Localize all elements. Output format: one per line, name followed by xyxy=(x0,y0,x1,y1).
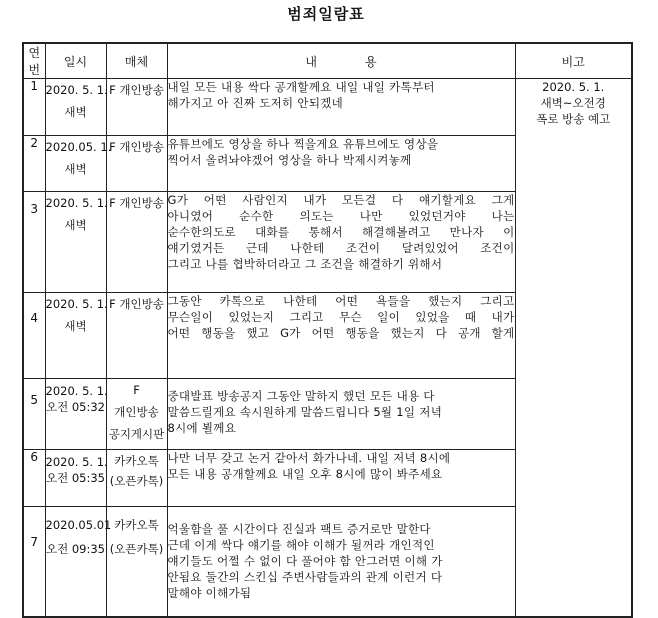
row-media: F 개인방송 xyxy=(106,79,167,136)
row-content: 나만 너무 갖고 논거 같아서 화가나네. 내일 저녁 8시에 모든 내용 공개할께요 내일 오후 8시에 많이 봐주세요 xyxy=(167,450,515,507)
row-content: 그동안 카톡으로 나한테 어떤 욕들을 했는지 그리고 무슨일이 있었는지 그리고 무슨 일이 있었을 때 내가 어떤 행동을 했고 G가 어떤 행동을 했는지 다 공개 할게 xyxy=(167,293,515,379)
header-content-part2: 용 xyxy=(365,54,377,69)
row-content: 내일 모든 내용 싹다 공개할께요 내일 내일 카톡부터 해가지고 아 진짜 도저히 안되겠네 xyxy=(167,79,515,136)
row-content: 억울함을 풀 시간이다 진실과 팩트 증거로만 말한다 근데 이게 싹다 얘기를 해야 이해가 될꺼라 개인적인 얘기들도 어쩔 수 없이 다 풀어야 함 안그러면 이해 가 안됨요 둘간의 스킨십 주변사람들과의 관계 이런거 다 말해야 이해가됨 xyxy=(167,507,515,617)
header-content-part1: 내 xyxy=(305,54,317,69)
header-media: 매체 xyxy=(106,43,167,79)
row-no: 4 xyxy=(23,293,45,379)
row-date: 2020. 5. 1. 새벽 xyxy=(45,79,106,136)
row-note: 2020. 5. 1. 새벽~오전경 폭로 방송 예고 xyxy=(515,79,632,617)
row-media: F 개인방송 xyxy=(106,192,167,293)
row-date: 2020. 5. 1. 새벽 xyxy=(45,293,106,379)
row-media: F 개인방송 xyxy=(106,136,167,192)
row-content: 유튜브에도 영상을 하나 찍을게요 유튜브에도 영상을 찍어서 올려놔야겠어 영상을 하나 박제시켜놓께 xyxy=(167,136,515,192)
crime-list-table xyxy=(22,42,633,618)
row-date: 2020. 5. 1. 오전 05:35 xyxy=(45,450,106,507)
document-title: 범죄일람표 xyxy=(287,5,365,23)
row-date: 2020. 5. 1. 새벽 xyxy=(45,192,106,293)
row-no: 1 xyxy=(23,79,45,136)
table-row xyxy=(23,79,632,136)
row-no: 7 xyxy=(23,507,45,617)
row-date: 2020.05. 1. 새벽 xyxy=(45,136,106,192)
row-content: 중대발표 방송공지 그동안 말하지 했던 모든 내용 다 말씀드릴게요 속시원하게 말씀드립니다 5월 1일 저녁 8시에 뵐께요 xyxy=(167,379,515,450)
row-media: 카카오톡 (오픈카톡) xyxy=(106,450,167,507)
header-no: 연번 xyxy=(23,43,45,79)
row-no: 6 xyxy=(23,450,45,507)
row-no: 5 xyxy=(23,379,45,450)
row-content: G가 어떤 사람인지 내가 모든걸 다 얘기할게요 그게 아니였어 순수한 의도는 나만 있었던거야 나는 순수한의도로 대화를 통해서 해결해볼려고 만나자 이 얘기였거든 근데 나한테 조건이 달려있었어 조건이 그리고 나를 협박하더라고 그 조건을 해결하기 위해서 xyxy=(167,192,515,293)
table-header-row xyxy=(23,43,632,79)
row-no: 2 xyxy=(23,136,45,192)
row-media: F 개인방송 xyxy=(106,293,167,379)
row-no: 3 xyxy=(23,192,45,293)
row-media: F 개인방송 공지게시판 xyxy=(106,379,167,450)
row-date: 2020. 5. 1. 오전 05:32 xyxy=(45,379,106,450)
header-date: 일시 xyxy=(45,43,106,79)
row-date: 2020.05.01 오전 09:35 xyxy=(45,507,106,617)
header-note: 비고 xyxy=(515,43,632,79)
header-content xyxy=(167,43,515,79)
row-media: 카카오톡 (오픈카톡) xyxy=(106,507,167,617)
